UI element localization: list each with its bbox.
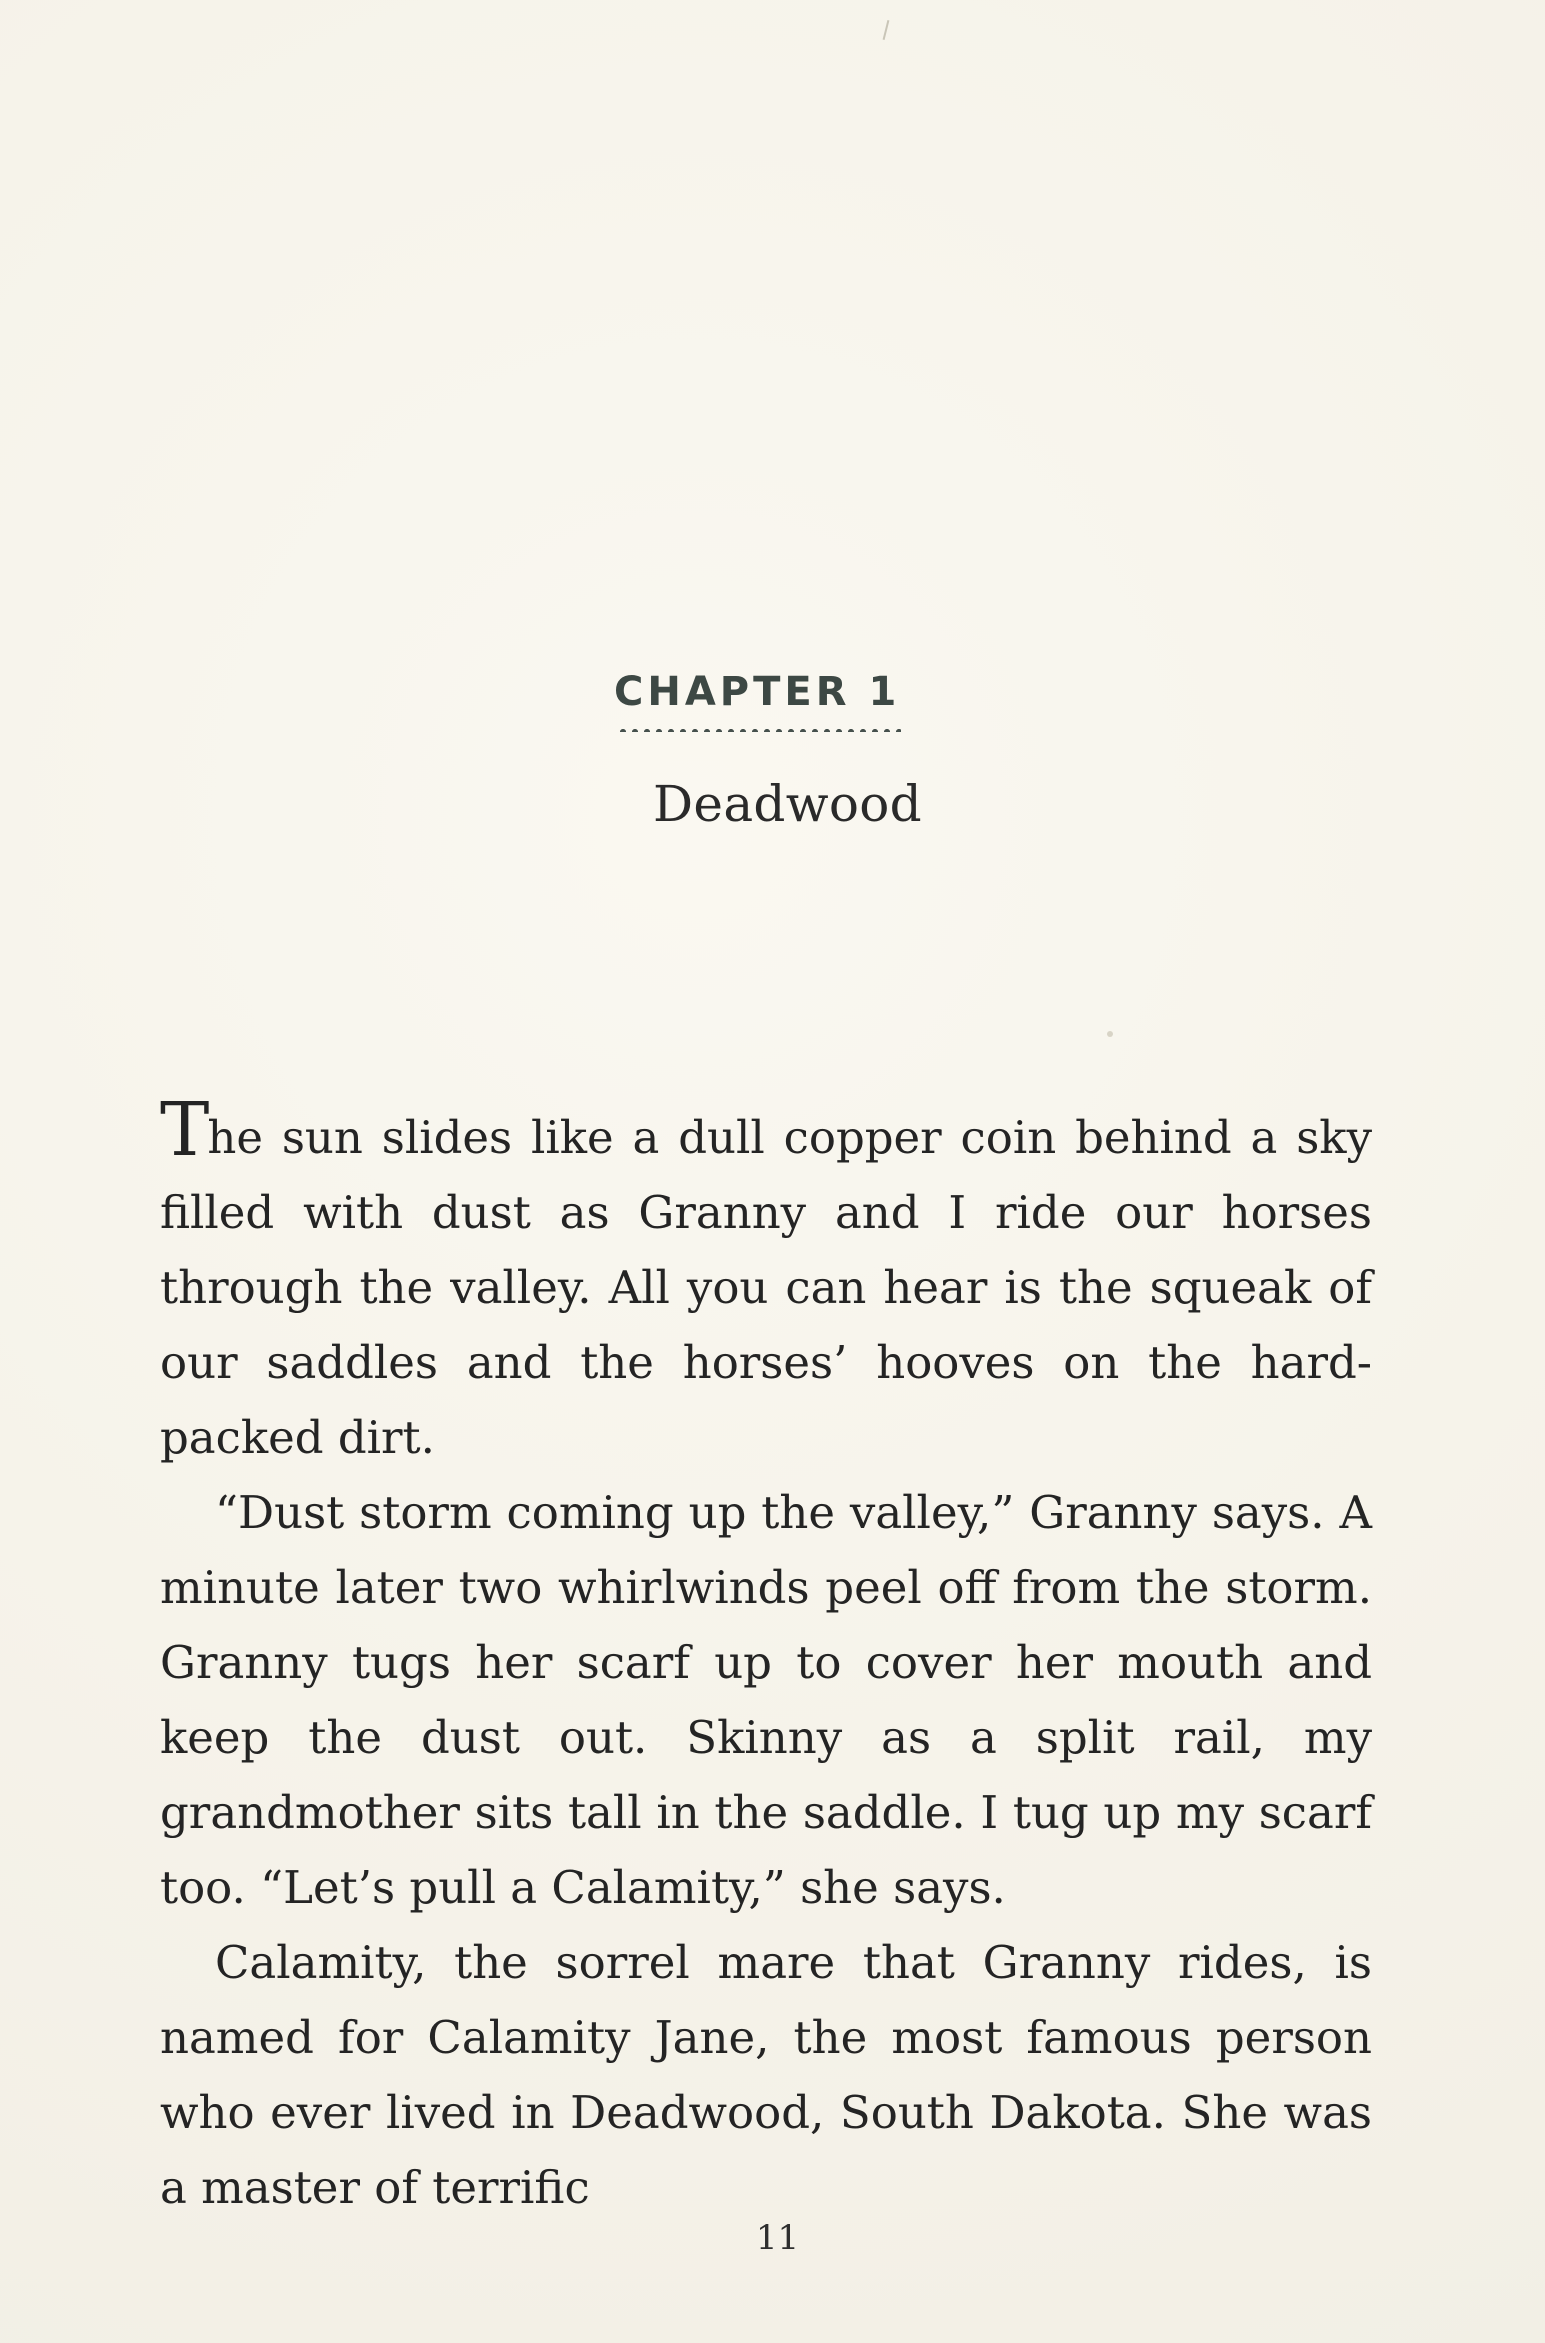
paragraph-1: [160, 1087, 1372, 1475]
page-number: 11: [755, 2218, 800, 2258]
chapter-body: [160, 1087, 1372, 2225]
paragraph-1-text: he sun slides like a dull copper coin behind a sky filled with dust as Granny and I ride our horses through the valley. All you can hear is the squeak of our saddles and the horses’ hooves on the hard-packed dirt.: [160, 1111, 1372, 1464]
chapter-label: CHAPTER 1: [614, 669, 901, 715]
chapter-dotted-rule: [617, 728, 901, 732]
paragraph-2: “Dust storm coming up the valley,” Granny says. A minute later two whirlwinds peel off from the storm. Granny tugs her scarf up to cover her mouth and keep the dust out. Skinny as a split rail, my grandmother sits tall in the saddle. I tug up my scarf too. “Let’s pull a Calamity,” she says.: [160, 1486, 1372, 1914]
chapter-title: Deadwood: [653, 775, 922, 833]
scan-speck: [1107, 1031, 1113, 1037]
paragraph-3: Calamity, the sorrel mare that Granny rides, is named for Calamity Jane, the most famous person who ever lived in Deadwood, South Dakota. She was a master of terrific: [160, 1936, 1372, 2214]
scan-mark: [883, 20, 890, 40]
drop-cap: T: [160, 1087, 208, 1173]
